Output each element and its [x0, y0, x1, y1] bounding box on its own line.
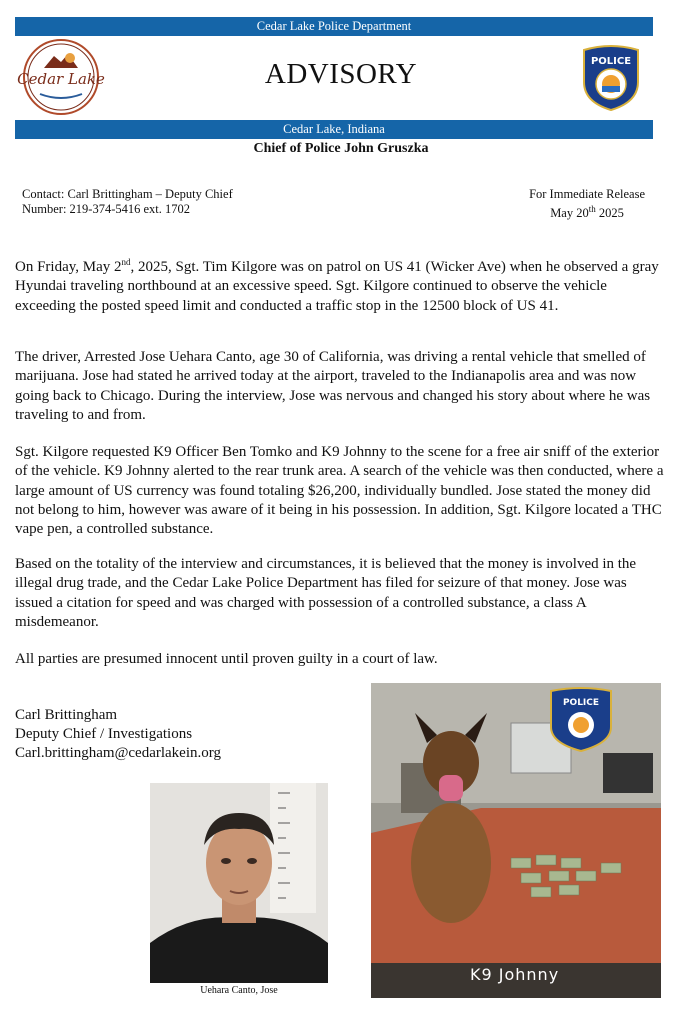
contact-line: Contact: Carl Brittingham – Deputy Chief — [22, 187, 233, 201]
k9-photo — [371, 683, 661, 998]
location-banner — [15, 120, 653, 139]
chief-of-police: Chief of Police John Gruszka — [253, 141, 429, 156]
release-date: May 20th 2025 — [550, 204, 624, 221]
paragraph-2: The driver, Arrested Jose Uehara Canto, age 30 of California, was driving a rental vehicle that smelled of marijuana. Jose had stated he arrived today at the airport, traveled to the Indianapolis area and was now going back to Chicago. During the interview, Jose was nervous and changed his story about where he was traveling to and from. — [15, 349, 651, 423]
signature-name: Carl Brittingham — [15, 707, 118, 723]
paragraph-1: On Friday, May 2nd, 2025, Sgt. Tim Kilgore was on patrol on US 41 (Wicker Ave) when he observed a gray Hyundai traveling northbound at an excessive speed. Sgt. Kilgore continued to observe the vehicle exceeding the posted speed limit and conducted a traffic stop in the 12500 block of US 41. — [15, 257, 659, 314]
release-label: For Immediate Release — [529, 187, 645, 201]
paragraph-4: Based on the totality of the interview and circumstances, it is believed that the money is involved in the illegal drug trade, and the Cedar Lake Police Department has filed for seizure of that money. Jose was issued a citation for speed and was charged with possession of a controlled substance, a class A misdemeanor. — [15, 556, 637, 630]
badge-text: POLICE — [590, 56, 632, 67]
mugshot-photo — [150, 783, 328, 983]
signature-email[interactable]: Carl.brittingham@cedarlakein.org — [15, 745, 221, 761]
k9-caption: K9 Johnny — [470, 965, 560, 984]
contact-number: Number: 219-374-5416 ext. 1702 — [22, 202, 191, 216]
logo-text: Cedar Lake — [17, 70, 105, 88]
contact-block — [22, 187, 233, 217]
department-name: Cedar Lake Police Department — [256, 19, 412, 33]
photo-badge-text: POLICE — [562, 698, 600, 708]
paragraph-3: Sgt. Kilgore requested K9 Officer Ben Tomko and K9 Johnny to the scene for a free air sniff of the exterior of the vehicle. K9 Johnny alerted to the rear trunk area. A search of the vehicle was then conducted, where a large amount of US currency was found totaling $26,200, individually bundled. Jose stated the money did not belong to him, however was aware of it being in his possession. In addition, Sgt. Kilgore located a THC vape pen, a controlled substance. — [15, 444, 664, 538]
police-badge-icon — [580, 44, 642, 112]
page-title: ADVISORY — [264, 58, 418, 90]
paragraph-5: All parties are presumed innocent until proven guilty in a court of law. — [15, 651, 438, 667]
release-block — [529, 187, 645, 221]
signature-block — [15, 706, 221, 763]
location-text: Cedar Lake, Indiana — [283, 122, 385, 136]
department-banner — [15, 17, 653, 36]
signature-title: Deputy Chief / Investigations — [15, 726, 193, 742]
mugshot-caption: Uehara Canto, Jose — [200, 985, 278, 996]
